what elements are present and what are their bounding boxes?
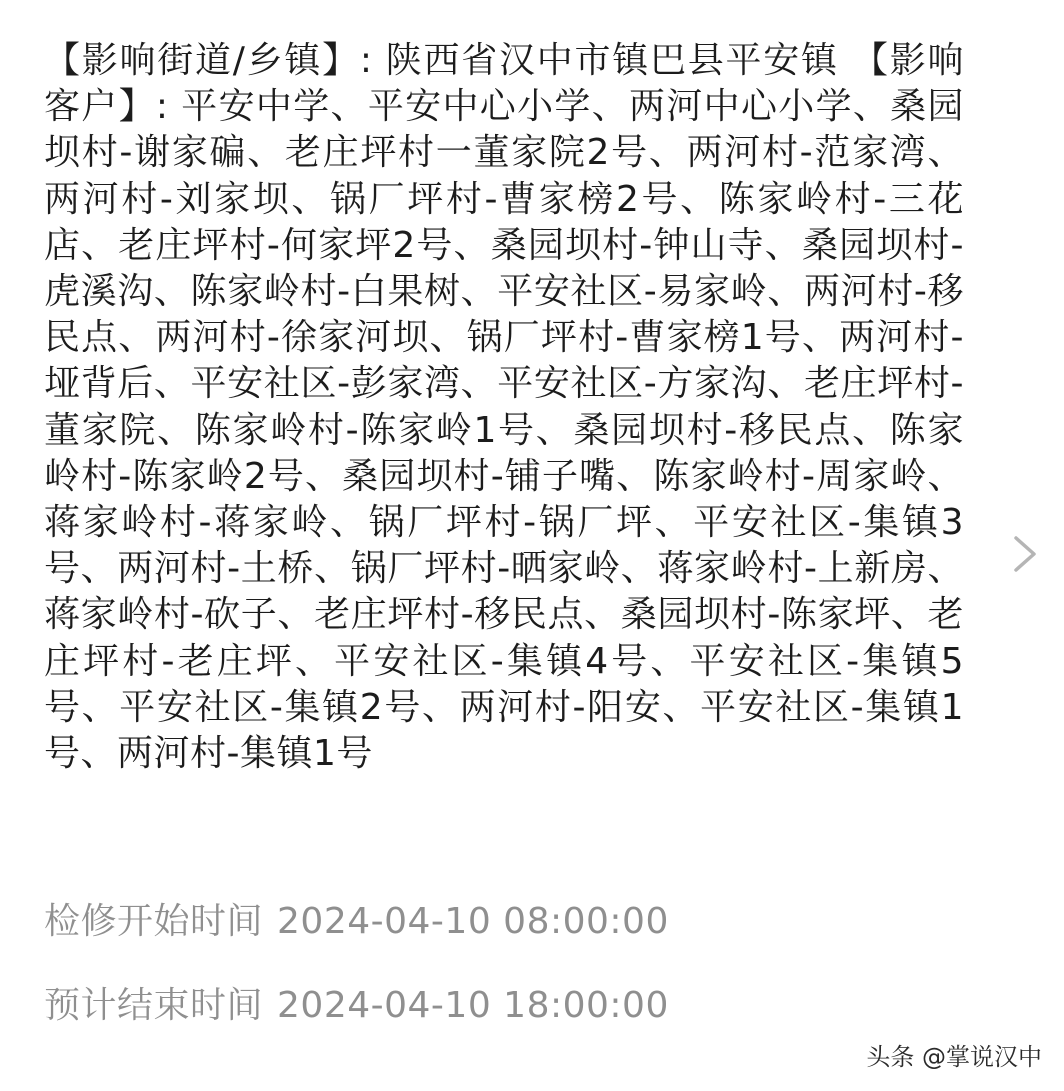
outage-notice-text: 【影响街道/乡镇】: 陕西省汉中市镇巴县平安镇 【影响客户】: 平安中学、平安中心小学、两河中心小学、桑园坝村-谢家碥、老庄坪村一董家院2号、两河村-范家湾、两河村-刘家坝、锅厂坪村-曹家榜2号、陈家岭村-三花店、老庄坪村-何家坪2号、桑园坝村-钟山寺、桑园坝村-虎溪沟、陈家岭村-白果树、平安社区-易家岭、两河村-移民点、两河村-徐家河坝、锅厂坪村-曹家榜1号、两河村-垭背后、平安社区-彭家湾、平安社区-方家沟、老庄坪村-董家院、陈家岭村-陈家岭1号、桑园坝村-移民点、陈家岭村-陈家岭2号、桑园坝村-铺子嘴、陈家岭村-周家岭、蒋家岭村-蒋家岭、锅厂坪村-锅厂坪、平安社区-集镇3号、两河村-土桥、锅厂坪村-晒家岭、蒋家岭村-上新房、蒋家岭村-砍子、老庄坪村-移民点、桑园坝村-陈家坪、老庄坪村-老庄坪、平安社区-集镇4号、平安社区-集镇5号、平安社区-集镇2号、两河村-阳安、平安社区-集镇1号、两河村-集镇1号 [44,40,964,775]
chevron-right-icon[interactable] [1006,532,1042,576]
maintenance-start-row [44,899,669,945]
start-time-label: 检修开始时间 [44,901,264,942]
end-time-value: 2024-04-10 18:00:00 [277,985,669,1026]
post-content [44,38,964,777]
maintenance-end-row [44,983,669,1029]
watermark: 头条 @掌说汉中 [866,1043,1042,1071]
end-time-label: 预计结束时间 [44,985,264,1026]
start-time-value: 2024-04-10 08:00:00 [277,901,669,942]
